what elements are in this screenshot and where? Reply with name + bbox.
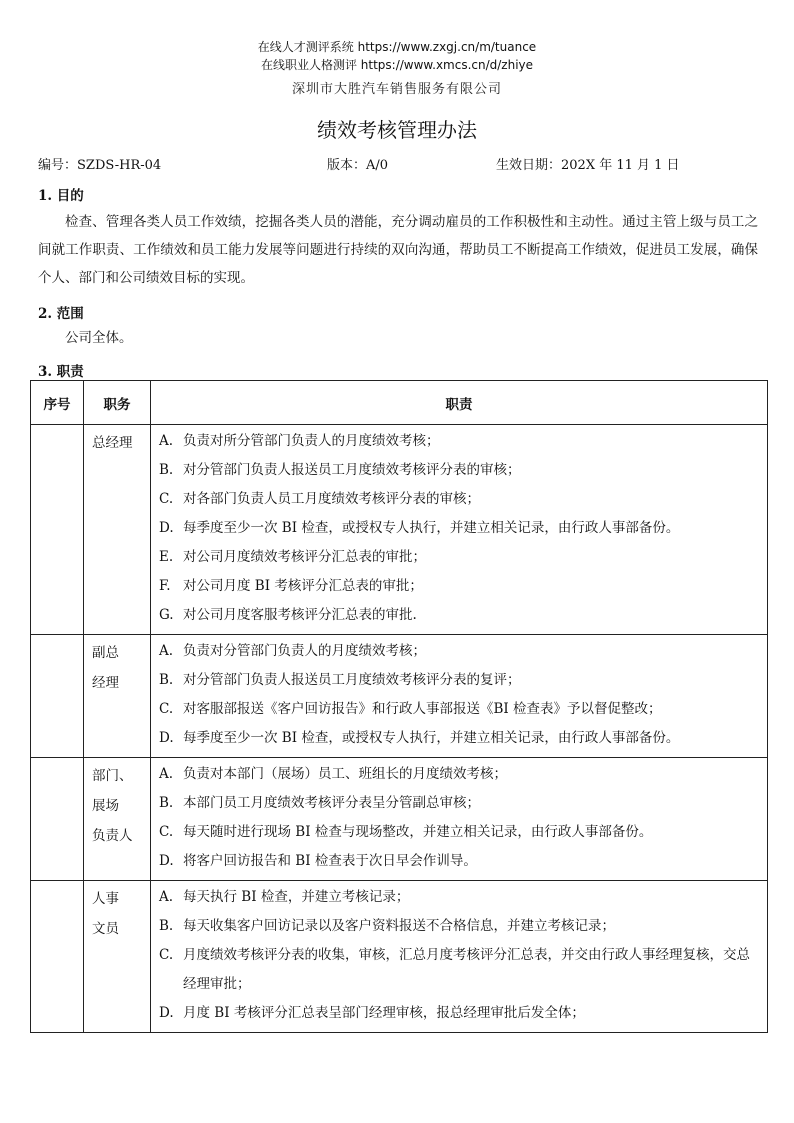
row-number-cell [31,881,84,1033]
item-marker: D. [159,520,174,536]
document-code: 编号：SZDS-HR-04 [38,158,162,173]
duties-cell [151,881,768,1033]
item-marker: C. [159,824,174,840]
list-item [159,789,759,818]
role-cell [84,881,151,1033]
item-text: 对公司月度客服考核评分汇总表的审批. [183,607,417,623]
item-text: 本部门员工月度绩效考核评分表呈分管副总审核； [183,795,480,811]
role-line: 总经理 [92,435,133,451]
item-text: 月度绩效考核评分表的收集，审核，汇总月度考核评分汇总表，并交由行政人事经理复核，交总经理审批； [183,947,750,992]
item-marker: A. [159,643,174,659]
list-item [159,760,759,789]
list-item [159,427,759,456]
role-line: 副总 [92,645,119,661]
item-text: 将客户回访报告和 BI 检查表于次日早会作训导。 [183,853,477,869]
item-text: 对各部门负责人员工月度绩效考核评分表的审核； [183,491,480,507]
section-heading-scope: 2. 范围 [38,306,84,322]
section-body-purpose: 检查、管理各类人员工作效绩，挖掘各类人员的潜能，充分调动雇员的工作积极性和主动性。通过主管上级与员工之间就工作职责、工作绩效和员工能力发展等问题进行持续的双向沟通，帮助员工不断提高工作绩效，促进员工发展，确保个人、部门和公司绩效目标的实现。 [38,214,758,286]
item-marker: A. [159,433,174,449]
duties-table [30,380,768,1033]
item-text: 负责对本部门（展场）员工、班组长的月度绩效考核； [183,766,507,782]
item-marker: D. [159,853,174,869]
list-item [159,514,759,543]
list-item [159,601,759,630]
item-text: 月度 BI 考核评分汇总表呈部门经理审核，报总经理审批后发全体； [183,1005,585,1021]
item-text: 对公司月度绩效考核评分汇总表的审批； [183,549,426,565]
item-text: 对客服部报送《客户回访报告》和行政人事部报送《BI 检查表》予以督促整改； [183,701,662,717]
section-heading-purpose: 1. 目的 [38,188,84,204]
role-line: 人事 [92,891,119,907]
item-marker: G. [159,607,174,623]
item-marker: B. [159,918,174,934]
header-line-2: 在线职业人格测评 https://www.xmcs.cn/d/zhiye [260,58,534,72]
company-name: 深圳市大胜汽车销售服务有限公司 [291,82,502,97]
role-cell [84,425,151,635]
role-line: 经理 [92,675,119,691]
table-header-row [31,381,768,425]
document-version: 版本：A/0 [327,158,389,173]
list-item [159,456,759,485]
list-item [159,637,759,666]
item-marker: A. [159,889,174,905]
item-marker: C. [159,701,174,717]
item-marker: D. [159,730,174,746]
list-item [159,543,759,572]
table-row [31,881,768,1033]
role-line: 展场 [92,798,119,814]
list-item [159,912,759,941]
item-text: 负责对所分管部门负责人的月度绩效考核； [183,433,440,449]
table-row [31,425,768,635]
list-item [159,818,759,847]
row-number-cell [31,635,84,758]
column-header-duties: 职责 [151,381,768,425]
section-heading-duties: 3. 职责 [38,364,84,380]
effective-date: 生效日期：202X 年 11 月 1 日 [496,158,680,173]
row-number-cell [31,758,84,881]
role-line: 部门、 [92,768,133,784]
duties-cell [151,425,768,635]
header-line-1: 在线人才测评系统 https://www.zxgj.cn/m/tuance [257,40,537,54]
column-header-no: 序号 [31,381,84,425]
item-text: 每天收集客户回访记录以及客户资料报送不合格信息，并建立考核记录； [183,918,615,934]
item-text: 每天执行 BI 检查，并建立考核记录； [183,889,410,905]
item-text: 每天随时进行现场 BI 检查与现场整改，并建立相关记录，由行政人事部备份。 [183,824,653,840]
table-row [31,758,768,881]
item-text: 每季度至少一次 BI 检查，或授权专人执行，并建立相关记录，由行政人事部备份。 [183,520,680,536]
list-item [159,999,759,1028]
column-header-role: 职务 [84,381,151,425]
item-text: 负责对分管部门负责人的月度绩效考核； [183,643,426,659]
list-item [159,485,759,514]
role-cell [84,635,151,758]
row-number-cell [31,425,84,635]
list-item [159,724,759,753]
item-marker: E. [159,549,174,565]
item-marker: A. [159,766,174,782]
item-marker: C. [159,491,174,507]
list-item [159,847,759,876]
table-row [31,635,768,758]
item-marker: D. [159,1005,174,1021]
list-item [159,572,759,601]
duties-cell [151,635,768,758]
page-title: 绩效考核管理办法 [317,118,477,142]
item-marker: B. [159,462,174,478]
duties-cell [151,758,768,881]
list-item [159,941,759,999]
item-marker: F. [159,578,171,594]
section-body-scope: 公司全体。 [65,330,133,346]
item-marker: C. [159,947,174,963]
item-text: 对分管部门负责人报送员工月度绩效考核评分表的复评； [183,672,521,688]
item-text: 对分管部门负责人报送员工月度绩效考核评分表的审核； [183,462,521,478]
role-line: 文员 [92,921,119,937]
list-item [159,666,759,695]
item-marker: B. [159,672,174,688]
list-item [159,883,759,912]
role-cell [84,758,151,881]
item-marker: B. [159,795,174,811]
item-text: 对公司月度 BI 考核评分汇总表的审批； [183,578,423,594]
role-line: 负责人 [92,828,133,844]
item-text: 每季度至少一次 BI 检查，或授权专人执行，并建立相关记录，由行政人事部备份。 [183,730,680,746]
list-item [159,695,759,724]
